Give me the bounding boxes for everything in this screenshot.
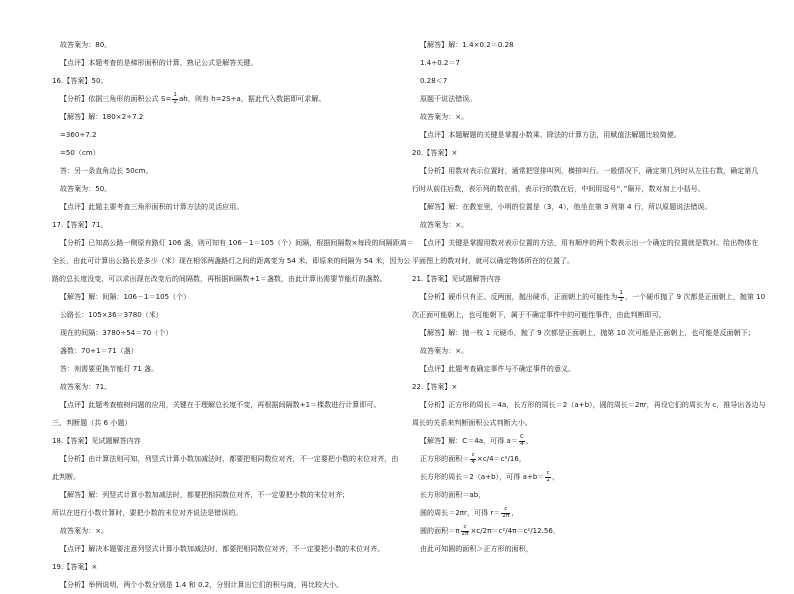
line-text: 全长，由此可计算出公路长是多少（米）现在相邻两盏路灯之间的距离变为 54 米，即原来的间隔为 54 米，因为公 (52, 257, 411, 265)
text-line (412, 360, 750, 378)
text-line (412, 288, 766, 306)
line-text: 【解答】解：1.4×0.2＝0.28 (420, 41, 514, 49)
line-text: 原题干说法错误。 (420, 95, 477, 103)
text-line (412, 216, 750, 234)
line-text: 所以在进行小数计算时，要把小数的末位对齐说法是错误的。 (52, 509, 243, 517)
line-text: 【点评】解决本题要注意列竖式计算小数加减法时，都要把相同数位对齐，不一定要把小数的末位对齐。 (60, 545, 385, 553)
text-line (412, 270, 750, 288)
text-line (52, 414, 384, 432)
line-text: =50（cm） (60, 149, 100, 157)
line-text: 故答案为：80。 (60, 41, 112, 49)
fraction (501, 507, 510, 519)
text-line (52, 108, 384, 126)
text-line (52, 36, 384, 54)
text-line (52, 252, 411, 270)
text-line (412, 324, 755, 342)
text-line (412, 306, 750, 324)
line-text: 【点评】本题解题的关键是掌握小数乘、除法的计算方法，用赋值法解题比较简便。 (420, 131, 681, 139)
text-line (412, 36, 750, 54)
line-text: 0.28＜7 (420, 77, 448, 85)
text-line (412, 126, 750, 144)
text-line (52, 576, 384, 594)
text-line (52, 198, 384, 216)
line-text: 次正面可能朝上，也可能朝下，属于不确定事件中的可能性事件，由此判断即可。 (412, 311, 666, 319)
text-line (52, 144, 384, 162)
line-text: 正方形的面积＝ (420, 455, 470, 463)
line-text: 盏数：70+1＝71（盏） (60, 347, 138, 355)
line-text: 【解答】解：列竖式计算小数加减法时，都要把相同数位对齐，不一定要把小数的末位对齐； (60, 491, 350, 499)
line-text: 【点评】此题主要考查三角形面积的计算方法的灵活应用。 (60, 203, 244, 211)
line-text: 【解答】解：180×2÷7.2 (60, 113, 144, 121)
fraction-numerator: c (501, 507, 510, 514)
line-text: 答：另一条直角边长 50cm。 (60, 167, 153, 175)
line-text: 【解答】解：抛一枚 1 元硬币，抛了 9 次都是正面朝上，抛第 10 次可能是正面朝上，也可能是反面朝下； (420, 329, 755, 337)
line-text: 1.4÷0.2＝7 (420, 59, 461, 67)
line-text: 故答案为：×。 (420, 347, 469, 355)
line-text: 【分析】用数对表示位置时，通常把竖排叫列，横排叫行。一般情况下，确定第几列时从左往右数，确定第几 (420, 167, 759, 175)
line-text: 长方形的面积＝ab， (420, 491, 486, 499)
fraction-numerator: 1 (173, 92, 177, 98)
fraction-denominator: 2 (173, 98, 177, 105)
fraction (618, 291, 624, 303)
text-line (412, 432, 750, 450)
right-column (412, 36, 766, 558)
line-text-tail: ×c/4＝c²/16， (476, 455, 526, 463)
text-line (412, 540, 750, 558)
line-text: 17.【答案】71。 (52, 221, 108, 229)
fraction-numerator: c (461, 525, 470, 532)
line-text: 【分析】已知高公路一侧原有路灯 106 盏，则可知有 106－1＝105（个）间隔，根据间隔数×每段的间隔距离＝ (60, 239, 414, 247)
line-text: 【点评】关键是掌握用数对表示位置的方法，用有顺序的两个数表示出一个确定的位置就是数对。给出物体在 (420, 239, 759, 247)
text-line (52, 360, 384, 378)
line-text: 此判断。 (52, 473, 81, 481)
line-text: 16.【答案】50。 (52, 77, 108, 85)
text-line (412, 144, 750, 162)
line-text: 由此可知圆的面积＞正方形的面积， (420, 545, 533, 553)
text-line (412, 450, 750, 468)
text-line (52, 450, 399, 468)
fraction (519, 435, 525, 447)
line-text: =360÷7.2 (60, 131, 97, 139)
fraction-numerator: c (471, 452, 475, 458)
text-line (52, 288, 384, 306)
line-text: 平面图上的数对时，就可以确定物体所在的位置了。 (412, 257, 575, 265)
line-text: 圆的周长＝2πr，可得 r＝ (420, 509, 501, 517)
line-text: 圆的面积＝π (420, 527, 460, 535)
fraction-numerator: C (519, 434, 524, 440)
text-line (52, 558, 384, 576)
text-line (412, 504, 750, 522)
line-text: 【分析】依据三角形的面积公式 S= (60, 95, 172, 103)
line-text: 故答案为：×。 (420, 113, 469, 121)
text-line (52, 270, 387, 288)
line-text-tail: ×c/2π＝c²/4π＝c²/12.56， (470, 527, 560, 535)
text-line (52, 396, 384, 414)
line-text: 【分析】正方形的周长＝4a，长方形的周长＝2（a+b），圆的周长＝2πr，再设它们的周长为 c，推导出各边与 (420, 401, 766, 409)
fraction-denominator: 2π (502, 512, 510, 519)
fraction (172, 93, 178, 105)
fraction (545, 471, 551, 483)
line-text: 18.【答案】见试题解答内容 (52, 437, 141, 445)
line-text: 【点评】此题考查确定事件与不确定事件的意义。 (420, 365, 576, 373)
text-line (412, 396, 766, 414)
line-text: 故答案为：×。 (420, 221, 469, 229)
line-text: 【分析】由计算法则可知，列竖式计算小数加减法时，都要把相同数位对齐，不一定要把小数的末位对齐，由 (60, 455, 399, 463)
line-text: 【解答】解：间隔：106－1＝105（个） (60, 293, 191, 301)
fraction-numerator: c (546, 470, 550, 476)
text-line (52, 72, 384, 90)
text-line (52, 468, 384, 486)
text-line (412, 414, 750, 432)
line-text: 答：则需要更换节能灯 71 盏。 (60, 365, 159, 373)
text-line (412, 54, 750, 72)
fraction (470, 453, 476, 465)
text-line (52, 54, 384, 72)
line-text: 【解答】解：C＝4a，可得 a＝ (420, 437, 518, 445)
line-text: 20.【答案】× (412, 149, 458, 157)
line-text: 现在的间隔：3780÷54＝70（个） (60, 329, 173, 337)
line-text: 22.【答案】× (412, 383, 458, 391)
text-line (412, 252, 750, 270)
text-line (412, 522, 750, 540)
line-text: 19.【答案】× (52, 563, 98, 571)
text-line (52, 162, 384, 180)
text-line (412, 342, 750, 360)
text-line (412, 108, 750, 126)
text-line (52, 216, 384, 234)
left-column (52, 36, 414, 594)
line-text: 【分析】举例说明，两个小数分别是 1.4 和 0.2，分别计算出它们的积与商，再比较大小。 (60, 581, 344, 589)
text-line (412, 378, 750, 396)
line-text: 【分析】硬币只有正、反两面，抛出硬币，正面朝上的可能性为 (420, 293, 618, 301)
line-text: 路的总长度没变，可以求出现在改变后的间隔数，再根据间隔数+1＝盏数，由此计算出需要节能灯的盏数。 (52, 275, 387, 283)
text-line (52, 90, 384, 108)
text-line (52, 342, 384, 360)
text-line (52, 126, 384, 144)
fraction-denominator: 4 (520, 440, 524, 447)
text-line (52, 432, 384, 450)
fraction-denominator: 4 (471, 458, 475, 465)
text-line (52, 324, 384, 342)
text-line (412, 162, 759, 180)
line-text: 长方形的周长＝2（a+b），可得 a+b＝ (420, 473, 545, 481)
line-text: 公路长：105×36＝3780（米） (60, 311, 163, 319)
fraction-denominator: 2 (619, 296, 623, 303)
text-line (52, 180, 384, 198)
line-text-tail: ， (525, 437, 533, 445)
line-text: 故答案为：×。 (60, 527, 109, 535)
fraction-denominator: 2 (546, 476, 550, 483)
text-line (412, 72, 750, 90)
line-text: 行时从前往后数，表示列的数在前，表示行的数在后，中间用逗号“，”隔开，数对加上小括号。 (412, 185, 705, 193)
line-text-tail: ， (552, 473, 560, 481)
text-line (412, 234, 759, 252)
line-text-tail: ，一个硬币抛了 9 次都是正面朝上，抛第 10 (624, 293, 766, 301)
text-line (412, 90, 750, 108)
line-text-tail: ， (511, 509, 519, 517)
text-line (52, 540, 384, 558)
fraction-denominator: 2π (461, 530, 469, 537)
line-text: 【解答】解：在教室里，小明的位置是（3，4），他坐在第 3 列第 4 行，所以原题说法错误。 (420, 203, 712, 211)
text-line (412, 486, 750, 504)
fraction-numerator: 1 (619, 290, 623, 296)
line-text-tail: ah，则有 h=2S÷a，据此代入数据即可求解。 (178, 95, 326, 103)
line-text: 故答案为：71。 (60, 383, 112, 391)
text-line (52, 486, 384, 504)
fraction (461, 525, 470, 537)
line-text: 【点评】此题考查植树问题的应用，关键在于理解总长度不变，再根据间隔数+1＝棵数进行计算即可。 (60, 401, 381, 409)
line-text: 【点评】本题考查的是梯形面积的计算，熟记公式是解答关键。 (60, 59, 258, 67)
line-text: 周长的关系来判断面积公式判断大小。 (412, 419, 532, 427)
line-text: 故答案为：50。 (60, 185, 112, 193)
text-line (412, 468, 750, 486)
text-line (52, 234, 414, 252)
line-text: 三、判断题（共 6 小题） (52, 419, 132, 427)
text-line (52, 306, 384, 324)
text-line (52, 378, 384, 396)
text-line (52, 522, 384, 540)
text-line (412, 198, 750, 216)
text-line (412, 180, 750, 198)
line-text: 21.【答案】见试题解答内容 (412, 275, 501, 283)
text-line (52, 504, 384, 522)
